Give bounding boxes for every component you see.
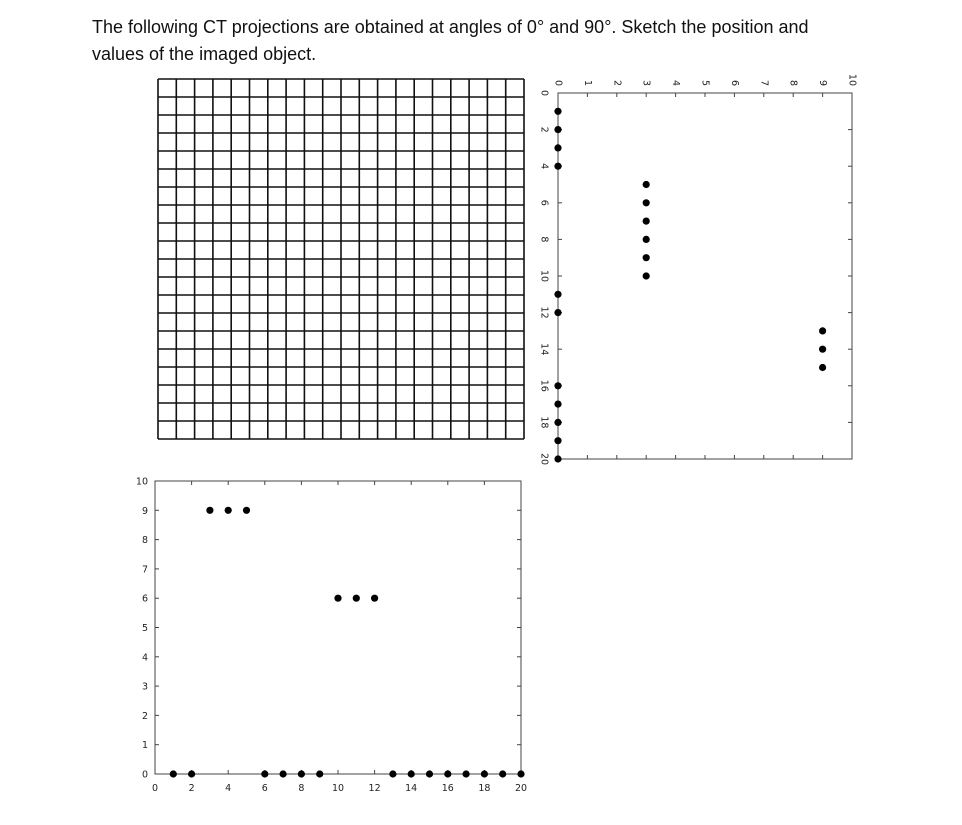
data-point	[517, 770, 524, 777]
y-tick-label: 7	[141, 564, 148, 576]
y-tick-label: 1	[141, 740, 148, 752]
y-tick-label: 10	[846, 73, 858, 86]
data-point	[408, 770, 415, 777]
projection-0-chart	[136, 477, 527, 795]
x-tick-label: 10	[538, 269, 550, 283]
data-point	[643, 254, 650, 261]
y-tick-label: 8	[787, 79, 799, 86]
x-tick-label: 20	[514, 783, 528, 794]
x-tick-label: 4	[538, 163, 550, 170]
y-tick-label: 6	[141, 593, 148, 605]
data-point	[243, 507, 250, 514]
x-tick-label: 18	[478, 783, 491, 794]
data-point	[188, 770, 195, 777]
y-tick-label: 1	[581, 79, 593, 86]
data-point	[261, 770, 268, 777]
x-tick-label: 16	[538, 379, 550, 392]
x-tick-label: 0	[151, 783, 159, 794]
data-point	[499, 770, 506, 777]
x-tick-label: 8	[538, 236, 550, 243]
data-point	[554, 163, 561, 170]
y-tick-label: 10	[135, 476, 148, 488]
data-point	[334, 595, 341, 602]
data-point	[554, 455, 561, 462]
y-tick-label: 2	[141, 710, 148, 722]
y-tick-label: 4	[670, 79, 682, 86]
y-tick-label: 9	[141, 505, 148, 517]
data-point	[444, 770, 451, 777]
y-tick-label: 0	[552, 79, 564, 86]
projection-90-axes-frame	[558, 93, 852, 459]
question-text: The following CT projections are obtained at angles of 0° and 90°. Sketch the position and values of the imaged object.	[92, 17, 809, 64]
data-point	[554, 291, 561, 298]
data-point	[554, 108, 561, 115]
data-point	[389, 770, 396, 777]
x-tick-label: 4	[225, 783, 232, 794]
data-point	[554, 382, 561, 389]
data-point	[554, 126, 561, 133]
x-tick-label: 8	[298, 783, 305, 794]
y-tick-label: 3	[141, 681, 148, 693]
data-point	[819, 327, 826, 334]
y-tick-label: 5	[699, 79, 711, 86]
x-tick-label: 18	[538, 416, 550, 429]
data-point	[554, 309, 561, 316]
data-point	[225, 507, 232, 514]
data-point	[554, 401, 561, 408]
data-point	[353, 595, 360, 602]
data-point	[170, 770, 177, 777]
y-tick-label: 9	[817, 79, 829, 86]
x-tick-label: 14	[405, 783, 418, 794]
data-point	[643, 181, 650, 188]
y-tick-label: 6	[728, 79, 740, 86]
y-tick-label: 0	[141, 769, 148, 781]
x-tick-label: 12	[538, 306, 550, 319]
data-point	[554, 144, 561, 151]
y-tick-label: 2	[611, 79, 623, 86]
x-tick-label: 2	[538, 126, 550, 133]
data-point	[643, 236, 650, 243]
x-tick-label: 20	[538, 452, 550, 466]
y-tick-label: 5	[141, 623, 148, 634]
x-tick-label: 14	[538, 343, 550, 356]
y-tick-label: 7	[758, 79, 770, 86]
y-tick-label: 8	[141, 535, 148, 547]
data-point	[481, 770, 488, 777]
x-tick-label: 6	[261, 783, 268, 794]
x-tick-label: 6	[538, 199, 550, 206]
x-tick-label: 16	[441, 783, 454, 794]
sketch-grid[interactable]	[158, 79, 524, 439]
data-point	[643, 218, 650, 225]
data-point	[371, 595, 378, 602]
data-point	[819, 346, 826, 353]
data-point	[280, 770, 287, 777]
x-tick-label: 0	[538, 89, 550, 97]
data-point	[298, 770, 305, 777]
y-tick-label: 3	[640, 79, 652, 86]
data-point	[554, 419, 561, 426]
data-point	[819, 364, 826, 371]
data-point	[643, 199, 650, 206]
projection-0-axes-frame	[155, 481, 521, 774]
x-tick-label: 2	[188, 783, 195, 794]
projection-90-chart	[539, 74, 858, 465]
data-point	[316, 770, 323, 777]
data-point	[463, 770, 470, 777]
data-point	[554, 437, 561, 444]
y-tick-label: 4	[141, 652, 148, 664]
x-tick-label: 10	[331, 783, 345, 794]
data-point	[206, 507, 213, 514]
x-tick-label: 12	[368, 783, 381, 794]
data-point	[426, 770, 433, 777]
data-point	[643, 272, 650, 279]
